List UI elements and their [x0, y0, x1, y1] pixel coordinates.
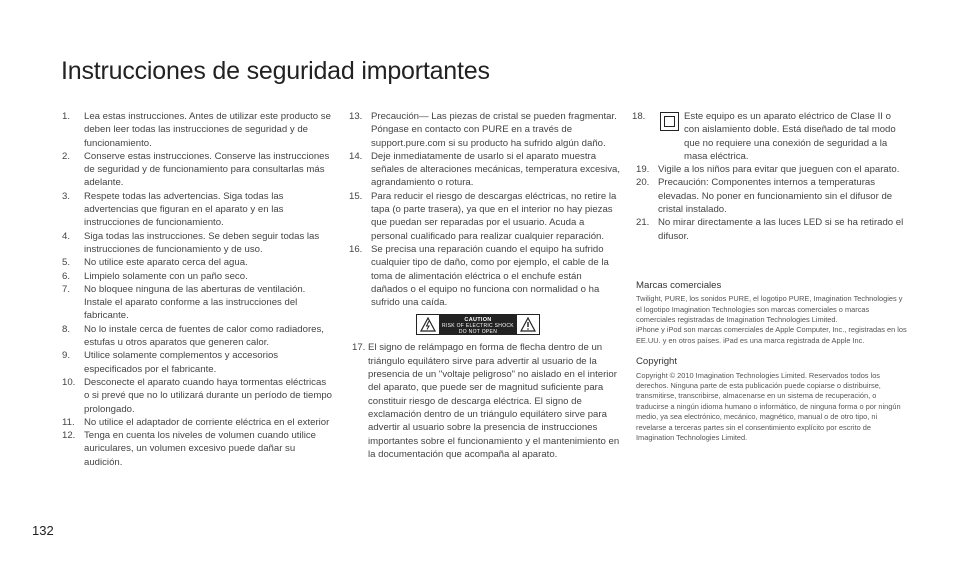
list-item	[62, 376, 334, 416]
list-item	[349, 110, 621, 150]
caution-line-1: RISK OF ELECTRIC SHOCK	[442, 323, 514, 330]
copyright-body: Copyright © 2010 Imagination Technologies Limited. Reservados todos los derechos. Ninguna parte de esta publicación puede copiarse o distribuirse, transmitirse, transcribirse, almacenarse en un sistema de recuperación, o traducirse a ningún idioma humano o informático, de ninguna forma o por ningún medio, ya sea electrónico, mecánico, magnético, manual o de otro tipo, ni revelarse a terceras partes sin el consentimiento explícito por escrito de Imagination Technologies Limited.	[636, 370, 901, 443]
item-number: 16.	[349, 243, 363, 255]
list-item	[636, 216, 908, 243]
list-item	[62, 270, 334, 283]
item-number: 21.	[636, 217, 650, 229]
lightning-warning-icon	[417, 315, 439, 334]
item-text: Vigile a los niños para evitar que jueguen con el aparato.	[658, 164, 900, 176]
item-text: Utilice solamente complementos y accesorios especificados por el fabricante.	[84, 350, 279, 375]
item-text: Limpielo solamente con un paño seco.	[84, 270, 248, 282]
list-item	[62, 323, 334, 350]
item-number: 5.	[62, 257, 71, 269]
trademarks-heading: Marcas comerciales	[636, 279, 722, 291]
page-title: Instrucciones de seguridad importantes	[61, 57, 490, 85]
item-text: Lea estas instrucciones. Antes de utilizar este producto se deben leer todas las instrucciones de seguridad y de funcionamiento.	[84, 111, 331, 149]
item-text: No utilice este aparato cerca del agua.	[84, 257, 248, 269]
item-number: 6.	[62, 270, 71, 282]
item-text: El signo de relámpago en forma de flecha dentro de un triángulo equilátero sirve para advertir al usuario de la presencia de un "voltaje peligroso" no aislado en el interior del aparato, que puede ser de magnitud suficiente para constituir riesgo de descarga eléctrica. El signo de exclamación dentro de un triángulo equilátero sirve para advertir al usuario sobre la presencia de instrucciones importantes sobre el funcionamiento y el mantenimiento en la documentación que acompaña al aparato.	[368, 342, 620, 460]
item-text: Deje inmediatamente de usarlo si el aparato muestra señales de alteraciones mecánicas, temperatura excesiva, agrandamiento o rotura.	[371, 150, 621, 189]
caution-text: CAUTION	[464, 317, 492, 324]
trademarks-body-apple: iPhone y iPod son marcas comerciales de Apple Computer, Inc., registradas en los EE.UU. y en otros países. iPad es una marca registrada de Apple Inc.	[636, 325, 907, 345]
item-text: Desconecte el aparato cuando haya tormentas eléctricas o si prevé que no lo utilizará durante un período de tiempo prolongado.	[84, 376, 332, 415]
list-item	[349, 243, 621, 309]
copyright-heading: Copyright	[636, 356, 678, 368]
list-item	[62, 230, 334, 257]
item-number: 19.	[636, 164, 650, 176]
list-item	[62, 190, 334, 230]
item-number: 15.	[349, 190, 363, 202]
item-text: Siga todas las instrucciones. Se deben seguir todas las instrucciones de funcionamiento y de uso.	[84, 230, 320, 255]
instructions-column-2	[349, 110, 621, 461]
item-text: Para reducir el riesgo de descargas eléctricas, no retire la tapa (o parte trasera), ya que en el interior no hay piezas que puedan ser reparadas por el usuario. Acuda a personal cualificado para realizar cualquier reparación.	[371, 190, 617, 242]
caution-label	[439, 315, 517, 334]
item-number: 8.	[62, 323, 71, 335]
list-item	[62, 416, 334, 429]
item-number: 18.	[632, 111, 646, 122]
list-item	[349, 190, 621, 243]
item-text: Precaución— Las piezas de cristal se pueden fragmentar. Póngase en contacto con PURE en a través de support.pure.com si su producto ha sufrido algún daño.	[371, 111, 617, 149]
item-number: 7.	[62, 283, 71, 295]
item-text: Tenga en cuenta los niveles de volumen cuando utilice auriculares, un volumen excesivo puede dañar su audición.	[84, 430, 317, 468]
item-number: 9.	[62, 350, 71, 362]
list-item	[62, 150, 334, 190]
list-item	[62, 256, 334, 269]
list-item	[62, 349, 334, 376]
item-text: Se precisa una reparación cuando el equipo ha sufrido cualquier tipo de daño, como por ejemplo, el cable de la toma de alimentación eléctrica o el enchufe están dañados o el equipo no funciona con normalidad o ha sufrido una caída.	[371, 243, 609, 309]
item-number: 4.	[62, 230, 71, 242]
item-number: 17.	[352, 342, 366, 354]
item-number: 3.	[62, 190, 71, 202]
item-number: 14.	[349, 150, 363, 162]
list-item	[636, 176, 908, 216]
trademarks-body: Twilight, PURE, los sonidos PURE, el logotipo PURE, Imagination Technologies y el logotipo Imagination Technologies son marcas comerciales o marcas comerciales registradas de Imagination Technologies Limited.	[636, 294, 903, 325]
list-item	[349, 150, 621, 190]
list-item	[349, 341, 621, 461]
item-number: 13.	[349, 111, 363, 122]
list-item	[62, 110, 334, 150]
item-text: Este equipo es un aparato eléctrico de Clase II o con aislamiento doble. Está diseñado de tal modo que no requiere una conexión de seguridad a la masa eléctrica.	[684, 111, 896, 162]
legal-section	[636, 279, 908, 443]
caution-line-2: DO NOT OPEN	[458, 329, 498, 336]
instructions-column-1	[62, 110, 334, 469]
item-text: Respete todas las advertencias. Siga todas las advertencias que figuran en el aparato y en las instrucciones de funcionamiento.	[84, 190, 284, 229]
item-text: Conserve estas instrucciones. Conserve las instrucciones de seguridad y de funcionamiento para consultarlas más adelante.	[84, 150, 330, 189]
item-number: 11.	[62, 416, 75, 428]
page-number: 132	[32, 523, 54, 538]
item-number: 10.	[62, 376, 76, 388]
instructions-column-3	[632, 110, 908, 443]
exclamation-warning-icon	[517, 315, 539, 334]
item-number: 1.	[62, 111, 71, 122]
double-insulation-icon	[660, 112, 679, 131]
item-text: No mirar directamente a las luces LED si se ha retirado el difusor.	[658, 217, 904, 242]
list-item	[636, 163, 908, 176]
list-item	[62, 283, 334, 323]
item-text: No utilice el adaptador de corriente eléctrica en el exterior	[84, 416, 330, 428]
item-number: 2.	[62, 150, 71, 162]
list-item	[632, 110, 908, 163]
item-number: 20.	[636, 177, 650, 189]
electric-shock-warning-label	[416, 314, 540, 335]
item-text: No bloquee ninguna de las aberturas de ventilación. Instale el aparato conforme a las instrucciones del fabricante.	[84, 283, 306, 322]
item-text: No lo instale cerca de fuentes de calor como radiadores, estufas u otros aparatos que generen calor.	[84, 323, 324, 349]
list-item	[62, 429, 334, 469]
item-text: Precaución: Componentes internos a temperaturas elevadas. No poner en funcionamiento sin el difusor de cristal instalado.	[658, 177, 893, 216]
item-number: 12.	[62, 430, 76, 442]
